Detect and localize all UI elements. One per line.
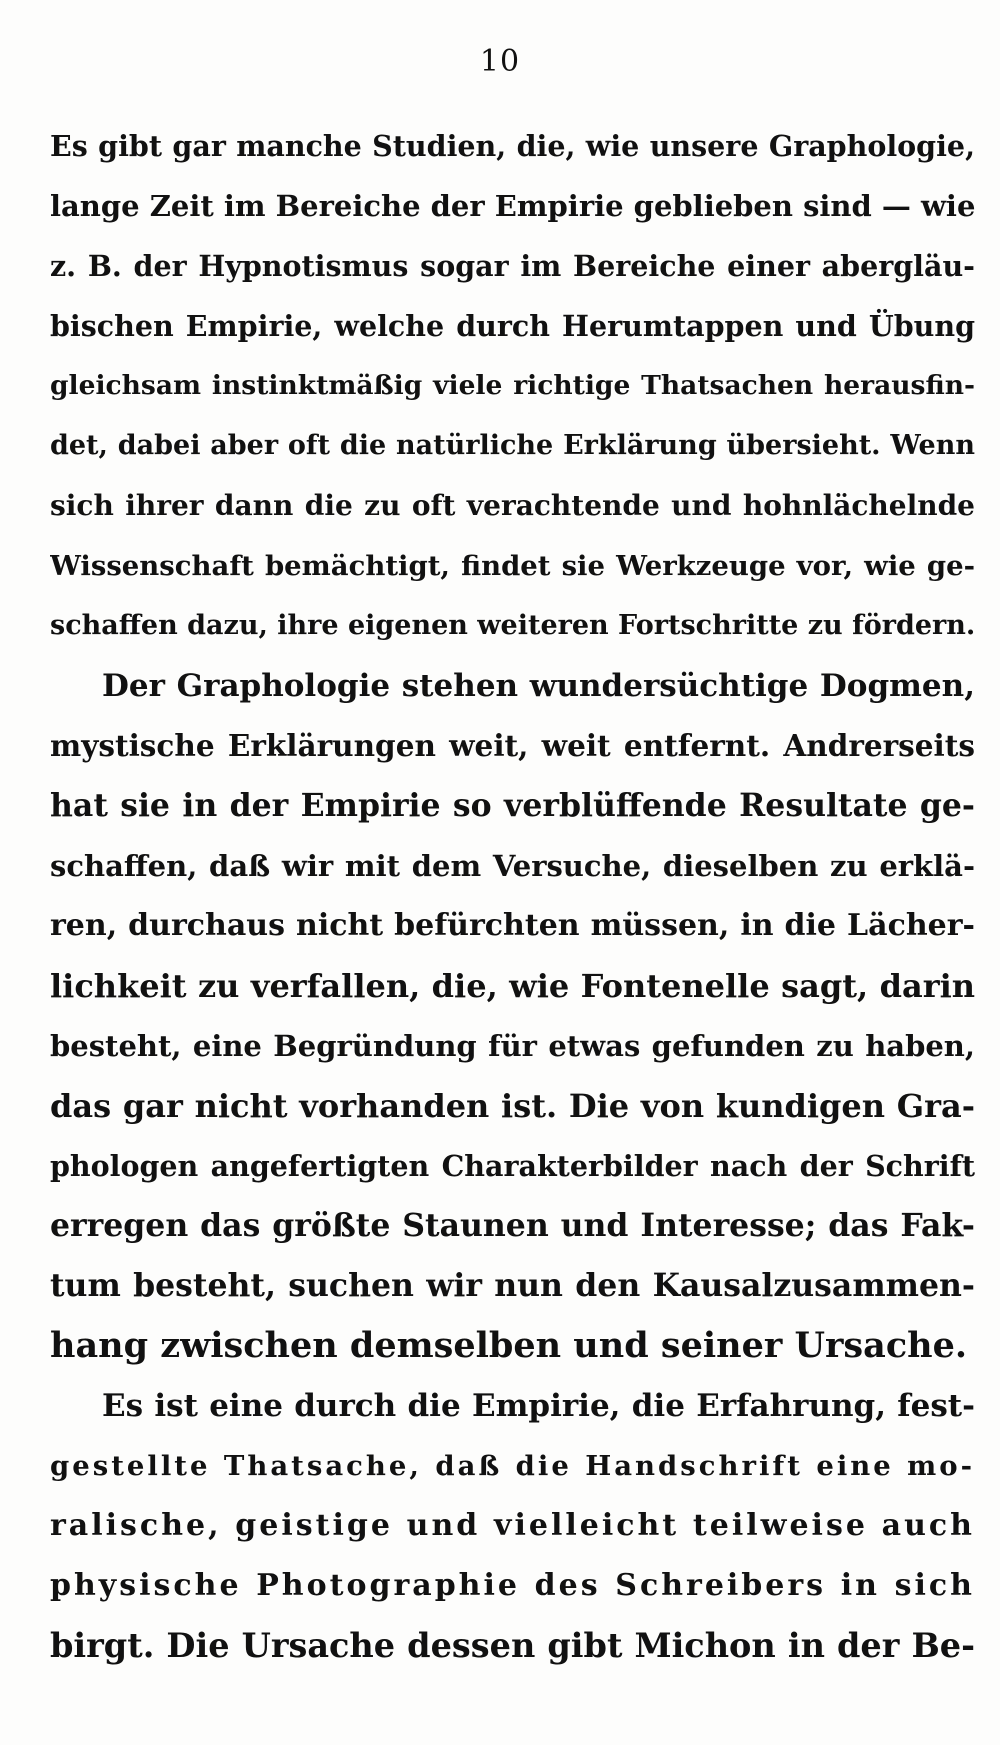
text-line: hat sie in der Empirie so verblüffende Resultate ge- xyxy=(50,787,975,824)
text-line: ren, durchaus nicht befürchten müssen, in die Lächer- xyxy=(50,908,975,943)
text-line: birgt. Die Ursache dessen gibt Michon in der Be- xyxy=(50,1626,975,1665)
text-line: Wissenschaft bemächtigt, findet sie Werkzeuge vor, wie ge- xyxy=(50,550,975,582)
text-line: Es gibt gar manche Studien, die, wie unsere Graphologie, xyxy=(50,129,975,163)
text-line: schaffen, daß wir mit dem Versuche, dieselben zu erklä- xyxy=(50,849,975,883)
text-line: hang zwischen demselben und seiner Ursache. xyxy=(50,1325,968,1366)
text-line: erregen das größte Staunen und Interesse; das Fak- xyxy=(50,1207,975,1244)
body-text xyxy=(50,116,975,1676)
text-line: physische Photographie des Schreibers in sich xyxy=(50,1568,975,1603)
text-line: schaffen dazu, ihre eigenen weiteren Fortschritte zu fördern. xyxy=(50,610,975,641)
text-line: gestellte Thatsache, daß die Handschrift eine mo- xyxy=(50,1450,975,1482)
text-line: phologen angefertigten Charakterbilder nach der Schrift xyxy=(50,1149,975,1183)
page-number: 10 xyxy=(479,44,521,79)
text-line: det, dabei aber oft die natürliche Erklärung übersieht. Wenn xyxy=(50,430,975,461)
text-line: das gar nicht vorhanden ist. Die von kundigen Gra- xyxy=(50,1087,975,1125)
text-line: ralische, geistige und vielleicht teilweise auch xyxy=(50,1508,975,1543)
text-line: z. B. der Hypnotismus sogar im Bereiche einer abergläu- xyxy=(50,249,975,283)
text-line: tum besteht, suchen wir nun den Kausalzusammen- xyxy=(50,1267,975,1304)
text-line: Der Graphologie stehen wundersüchtige Dogmen, xyxy=(102,668,975,704)
text-line: Es ist eine durch die Empirie, die Erfahrung, fest- xyxy=(102,1388,975,1424)
text-line: mystische Erklärungen weit, weit entfernt. Andrerseits xyxy=(50,728,975,763)
text-line: lichkeit zu verfallen, die, wie Fontenelle sagt, darin xyxy=(50,967,975,1005)
text-line: bischen Empirie, welche durch Herumtappen und Übung xyxy=(50,309,975,343)
text-line: besteht, eine Begründung für etwas gefunden zu haben, xyxy=(50,1029,975,1063)
text-line: sich ihrer dann die zu oft verachtende und hohnlächelnde xyxy=(50,489,975,522)
text-line: lange Zeit im Bereiche der Empirie geblieben sind — wie xyxy=(50,189,975,223)
text-line: gleichsam instinktmäßig viele richtige Thatsachen herausfin- xyxy=(50,370,975,401)
